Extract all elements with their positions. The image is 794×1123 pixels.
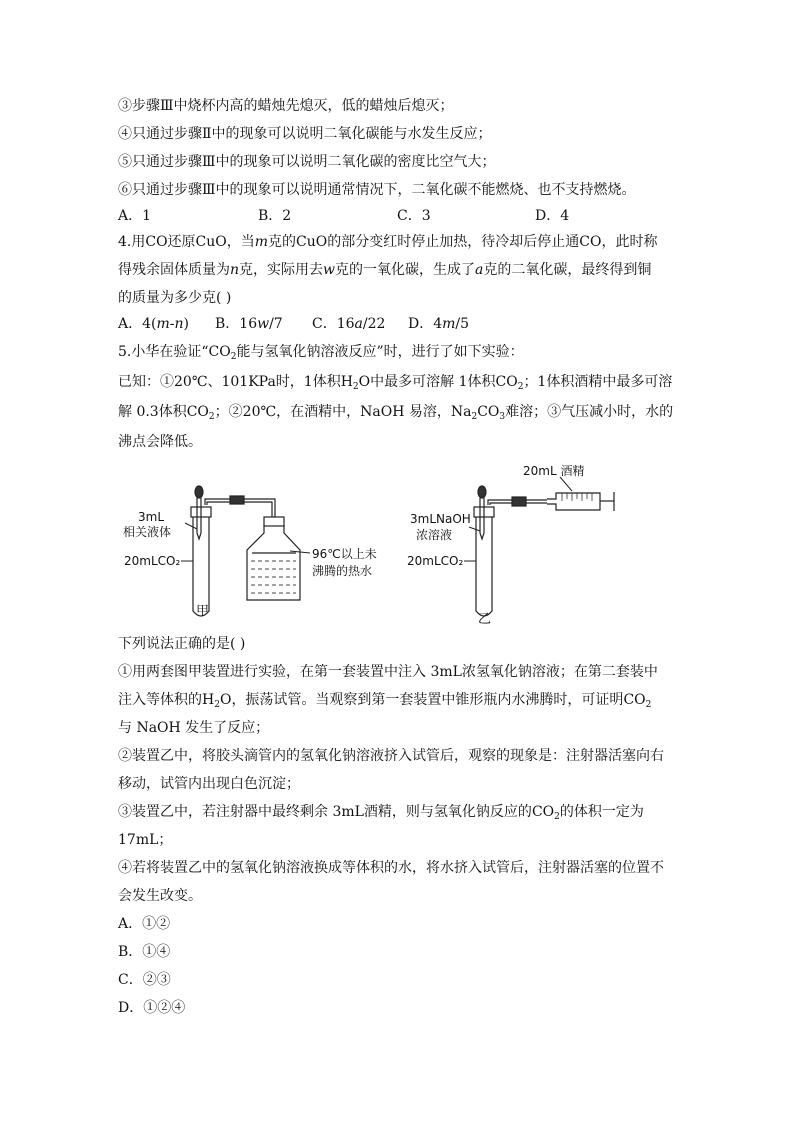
jia-liquid-label: 3mL xyxy=(138,510,165,524)
statement-3: ③步骤Ⅲ中烧杯内高的蜡烛先熄灭，低的蜡烛后熄灭； xyxy=(118,98,454,114)
jia-rubber-joint xyxy=(230,496,244,504)
q3-option-d: D．4 xyxy=(535,208,570,224)
jia-water-label: 96℃以上未 xyxy=(312,547,377,561)
yi-rubber-joint xyxy=(512,497,526,506)
jia-liquid-pointer xyxy=(185,523,197,529)
q5-statement-2-line1: ②装置乙中，将胶头滴管内的氢氧化钠溶液挤入试管后，观察的现象是：注射器活塞向右 xyxy=(118,748,664,764)
q5-question: 下列说法正确的是( ) xyxy=(118,636,246,652)
q5-stem: 5.小华在验证“$CO_2$能与氢氧化钠溶液反应”时，进行了如下实验： xyxy=(118,344,524,362)
statement-4: ④只通过步骤Ⅱ中的现象可以说明二氧化碳能与水发生反应； xyxy=(118,126,492,142)
q5-statement-1-line2: 注入等体积的$H_2O$，振荡试管。当观察到第一套装置中锥形瓶内水沸腾时，可证明$CO_2$ xyxy=(118,692,652,710)
apparatus-figure xyxy=(0,455,794,630)
yi-dropper-tube xyxy=(480,498,484,539)
statement-5: ⑤只通过步骤Ⅲ中的现象可以说明二氧化碳的密度比空气大； xyxy=(118,154,496,170)
jia-dropper-bulb xyxy=(195,486,203,498)
yi-naoh-label2: 浓溶液 xyxy=(416,528,453,542)
jia-flask xyxy=(247,525,300,600)
q4-stem-line2: 得残余固体质量为n克，实际用去w克的一氧化碳，生成了a克的二氧化碳，最终得到铜 xyxy=(118,262,652,278)
statement-6: ⑥只通过步骤Ⅲ中的现象可以说明通常情况下，二氧化碳不能燃烧、也不支持燃烧。 xyxy=(118,182,636,198)
q5-statement-3-line1: ③装置乙中，若注射器中最终剩余 3mL酒精，则与氢氧化钠反应的$CO_2$的体积一定为 xyxy=(118,804,644,822)
jia-water-label2: 沸腾的热水 xyxy=(312,564,373,578)
jia-gas-label: 20mLCO₂ xyxy=(124,554,181,568)
yi-caption: 乙 xyxy=(478,612,492,627)
q5-option-c: C．②③ xyxy=(118,972,171,988)
q5-statement-4-line2: 会发生改变。 xyxy=(118,888,202,904)
yi-alcohol-label: 20mL 酒精 xyxy=(523,464,585,478)
q5-statement-4-line1: ④若将装置乙中的氢氧化钠溶液换成等体积的水，将水挤入试管后，注射器活塞的位置不 xyxy=(118,860,664,876)
q4-option-b: B．16w/7 xyxy=(215,316,283,332)
yi-gas-label: 20mLCO₂ xyxy=(407,554,464,568)
yi-naoh-label: 3mLNaOH xyxy=(410,512,471,526)
q3-option-b: B．2 xyxy=(258,208,292,224)
q4-stem-line1: 4.用CO还原CuO，当m克的CuO的部分变红时停止加热，待冷却后停止通CO，此时称 xyxy=(118,234,658,250)
jia-liquid-label2: 相关液体 xyxy=(123,525,172,539)
yi-dropper-bulb xyxy=(478,486,486,498)
q5-option-a: A．①② xyxy=(118,916,171,932)
q5-option-b: B．①④ xyxy=(118,944,171,960)
jia-dropper-tube xyxy=(197,498,201,539)
q4-option-d: D．4m/5 xyxy=(408,316,470,332)
jia-caption: 甲 xyxy=(196,604,210,619)
q5-statement-1-line1: ①用两套图甲装置进行实验，在第一套装置中注入 3mL浓氢氧化钠溶液；在第二套装中 xyxy=(118,664,658,680)
q3-option-c: C．3 xyxy=(397,208,431,224)
q5-known-line1: 已知：①20℃、101KPa时，1体积$H_2O$中最多可溶解 1体积$CO_2$；1体积酒精中最多可溶 xyxy=(118,374,673,392)
q3-option-a: A．1 xyxy=(118,208,152,224)
q4-option-c: C．16a/22 xyxy=(312,316,386,332)
yi-alcohol-pointer xyxy=(560,477,572,491)
yi-naoh-pointer xyxy=(469,527,480,531)
q5-known-line2: 解 0.3体积$CO_2$；②20℃，在酒精中，NaOH 易溶，$Na_2CO_3$难溶；③气压减小时，水的 xyxy=(118,404,674,422)
jia-flask-stopper xyxy=(264,517,284,526)
q5-statement-3-line2: 17mL； xyxy=(118,832,173,848)
q4-stem-line3: 的质量为多少克( ) xyxy=(118,290,232,306)
q5-statement-1-line3: 与 NaOH 发生了反应； xyxy=(118,720,270,736)
q5-statement-2-line2: 移动，试管内出现白色沉淀； xyxy=(118,776,300,792)
q5-option-d: D．①②④ xyxy=(118,1000,186,1016)
q5-known-line3: 沸点会降低。 xyxy=(118,434,202,450)
q4-option-a: A．4(m-n) xyxy=(118,316,189,332)
